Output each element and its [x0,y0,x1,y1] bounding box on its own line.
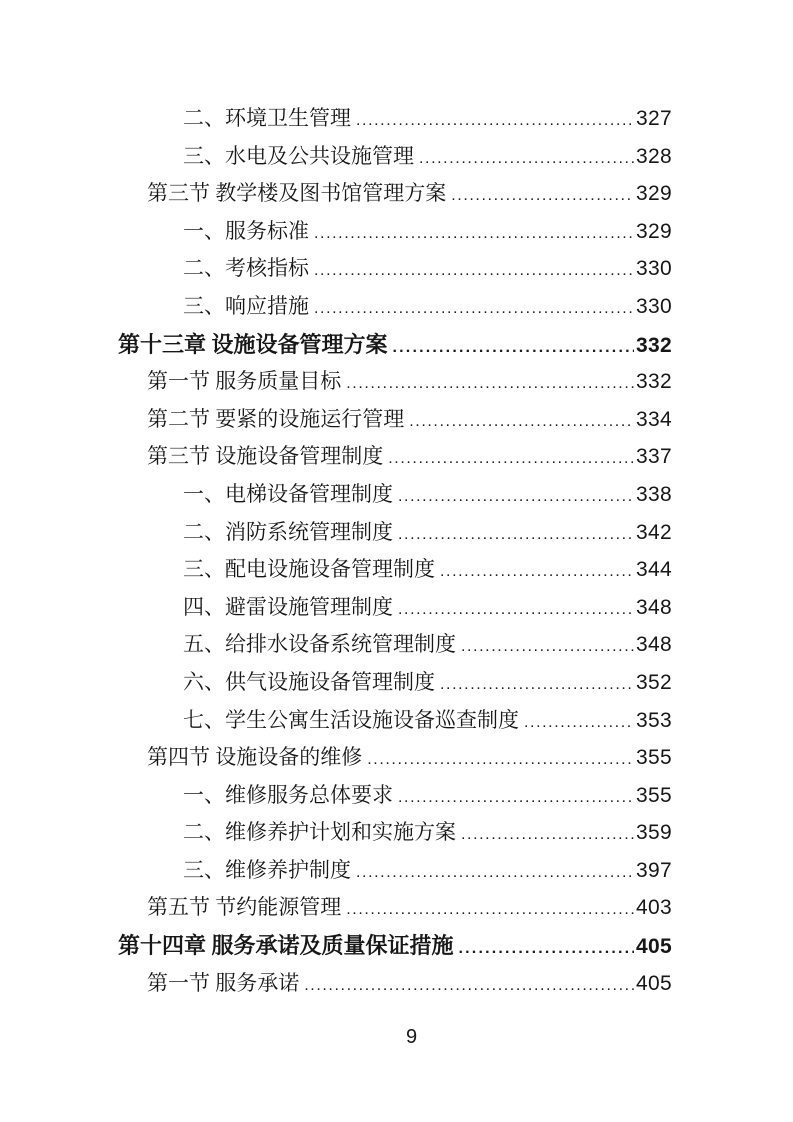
toc-entry-page: 344 [636,558,672,582]
toc-entry-label: 二、考核指标 [183,256,309,281]
toc-entry [118,852,672,890]
dot-leader [314,213,634,253]
toc-entry-label: 第四节 设施设备的维修 [147,745,363,770]
toc-entry-label: 二、维修养护计划和实施方案 [183,820,456,845]
dot-leader [398,777,634,817]
toc-entry-label: 三、水电及公共设施管理 [183,143,414,168]
dot-leader [388,438,634,478]
toc-entry [118,589,672,627]
toc-entry-label: 第十三章 设施设备管理方案 [118,331,388,357]
toc-entry [118,438,672,476]
toc-entry-page: 355 [636,746,672,770]
dot-leader [419,138,634,178]
toc-entry [118,814,672,852]
toc-entry [118,175,672,213]
toc-entry [118,213,672,251]
toc-entry-label: 第五节 节约能源管理 [147,895,342,920]
toc-entry-page: 348 [636,633,672,657]
toc-entry-page: 352 [636,670,672,694]
toc-entry-label: 三、配电设施设备管理制度 [183,557,435,582]
toc-entry [118,551,672,589]
dot-leader [451,175,634,215]
toc-entry [118,777,672,815]
dot-leader [459,927,635,968]
dot-leader [393,326,635,367]
toc-entry-label: 第十四章 服务承诺及质量保证措施 [118,933,454,959]
toc-entry-page: 348 [636,595,672,619]
toc-entry-page: 332 [636,333,672,357]
dot-leader [524,702,634,742]
toc-entry-page: 355 [636,783,672,807]
page-number: 9 [405,1026,418,1048]
toc-entry-page: 329 [636,182,672,206]
dot-leader [409,401,634,441]
dot-leader [440,551,634,591]
toc-entry [118,288,672,326]
toc-entry-label: 第三节 设施设备管理制度 [147,444,384,469]
toc-entry [118,326,672,364]
toc-entry-label: 三、维修养护制度 [183,857,351,882]
toc-entry [118,250,672,288]
toc-entry-page: 403 [636,896,672,920]
toc-entry-label: 一、服务标准 [183,218,309,243]
toc-entry-page: 342 [636,520,672,544]
toc-entry [118,889,672,927]
toc-entry-label: 第三节 教学楼及图书馆管理方案 [147,181,447,206]
dot-leader [461,814,634,854]
toc-entry-page: 330 [636,294,672,318]
toc-entry-page: 337 [636,445,672,469]
dot-leader [346,889,634,929]
toc-entry-page: 332 [636,370,672,394]
toc-entry-label: 一、维修服务总体要求 [183,782,393,807]
toc-entry-page: 334 [636,407,672,431]
toc-entry-page: 330 [636,257,672,281]
dot-leader [346,363,634,403]
toc-entry-label: 五、给排水设备系统管理制度 [183,632,456,657]
toc-entry-page: 329 [636,219,672,243]
dot-leader [398,514,634,554]
toc-entry-label: 三、响应措施 [183,293,309,318]
toc-entry [118,476,672,514]
dot-leader [440,664,634,704]
toc-entry-page: 328 [636,144,672,168]
toc-entry-label: 第一节 服务质量目标 [147,369,342,394]
toc-entry [118,702,672,740]
dot-leader [314,250,634,290]
dot-leader [356,100,634,140]
toc-entry [118,739,672,777]
toc-entry [118,100,672,138]
toc-entry-label: 七、学生公寓生活设施设备巡查制度 [183,707,519,732]
toc-entry-label: 第一节 服务承诺 [147,970,300,995]
dot-leader [367,739,634,779]
toc-entry-page: 405 [636,935,672,959]
toc-entry-page: 327 [636,107,672,130]
toc-entry [118,363,672,401]
dot-leader [398,476,634,516]
toc-entry [118,927,672,965]
dot-leader [461,626,634,666]
toc-entry-label: 第二节 要紧的设施运行管理 [147,406,405,431]
toc-entry [118,664,672,702]
toc-entry [118,514,672,552]
toc-entry-label: 二、消防系统管理制度 [183,519,393,544]
toc-entry-page: 353 [636,708,672,732]
toc-entry-label: 六、供气设施设备管理制度 [183,669,435,694]
dot-leader [304,965,634,1005]
dot-leader [314,288,634,328]
toc-entry-label: 二、环境卫生管理 [183,106,351,130]
toc-entry-page: 338 [636,482,672,506]
toc-entry [118,138,672,176]
toc [118,100,672,1002]
toc-entry [118,965,672,1003]
toc-entry-page: 397 [636,858,672,882]
dot-leader [398,589,634,629]
toc-entry-page: 405 [636,971,672,995]
dot-leader [356,852,634,892]
toc-entry [118,401,672,439]
toc-entry-label: 四、避雷设施管理制度 [183,594,393,619]
toc-entry-page: 359 [636,821,672,845]
toc-entry-label: 一、电梯设备管理制度 [183,481,393,506]
toc-entry [118,626,672,664]
